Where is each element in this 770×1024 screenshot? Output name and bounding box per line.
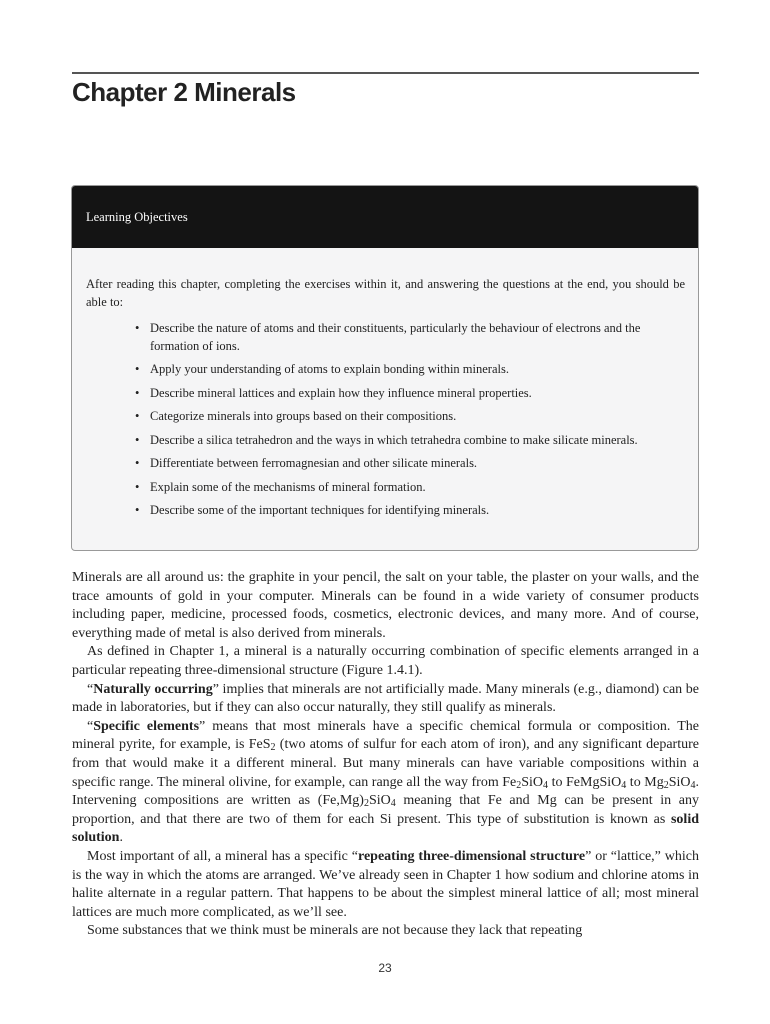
quote-open: “ xyxy=(87,718,94,734)
objective-item: • Differentiate between ferromagnesian and other silicate minerals. xyxy=(135,455,685,473)
paragraph-definition: As defined in Chapter 1, a mineral is a naturally occurring combination of specific elements arranged in a particular repeating three-dimensional structure (Figure 1.4.1). xyxy=(72,644,699,678)
term-naturally-occurring: Naturally occurring xyxy=(93,681,213,697)
paragraph-text: to Mg xyxy=(626,774,664,790)
subscript: 4 xyxy=(390,798,396,810)
term-specific-elements: Specific elements xyxy=(93,718,200,734)
term-repeating-structure: repeating three-dimensional structure xyxy=(358,848,586,864)
paragraph-text: . Intervening compositions are written as (Fe,Mg) xyxy=(72,774,699,809)
objective-item: • Explain some of the mechanisms of mineral formation. xyxy=(135,479,685,497)
body-text xyxy=(72,569,699,941)
learning-objectives-header xyxy=(72,186,698,248)
paragraph-repeating-structure xyxy=(72,848,699,922)
paragraph-naturally-occurring xyxy=(72,681,699,718)
paragraph-text: ” means that most minerals have a specific chemical formula or composition. The mineral pyrite, for example, is FeS xyxy=(72,718,699,753)
quote-open: “ xyxy=(87,681,94,697)
objective-item: • Describe the nature of atoms and their constituents, particularly the behaviour of electrons and the formation of ions. xyxy=(135,320,685,355)
subscript: 2 xyxy=(363,798,369,810)
objective-item: • Apply your understanding of atoms to explain bonding within minerals. xyxy=(135,361,685,379)
subscript: 4 xyxy=(621,779,627,791)
term-solid-solution: solid solution xyxy=(72,811,699,846)
learning-objectives-body xyxy=(72,248,698,520)
objective-item: • Categorize minerals into groups based on their compositions. xyxy=(135,408,685,426)
objective-item: • Describe mineral lattices and explain how they influence mineral properties. xyxy=(135,385,685,403)
subscript: 4 xyxy=(690,779,696,791)
paragraph-text: ” implies that minerals are not artificially made. Many minerals (e.g., diamond) can be made in laboratories, but if they can also occur naturally, they still qualify as minerals. xyxy=(72,681,700,716)
objective-item: • Describe some of the important techniques for identifying minerals. xyxy=(135,502,685,520)
subscript: 2 xyxy=(270,742,276,754)
chapter-title: Chapter 2 Minerals xyxy=(72,77,296,107)
paragraph-text: SiO xyxy=(521,774,544,790)
paragraph-minerals-around-us: Minerals are all around us: the graphite in your pencil, the salt on your table, the plaster on your walls, and the trace amounts of gold in your computer. Minerals can be found in a wide variety of consumer products including paper, medicine, processed foods, cosmetics, electronic devices, and many more. And of course, everything made of metal is also derived from minerals. xyxy=(72,570,699,641)
objective-item: • Describe a silica tetrahedron and the ways in which tetrahedra combine to make silicate minerals. xyxy=(135,432,685,450)
paragraph-text: SiO xyxy=(668,774,691,790)
objectives-intro: After reading this chapter, completing the exercises within it, and answering the questions at the end, you should be able to: xyxy=(86,277,685,309)
page-number: 23 xyxy=(378,961,392,975)
paragraph-text: meaning that Fe and Mg can be present in any proportion, and that there are two of them for each Si present. This type of substitution is known as xyxy=(72,793,699,827)
paragraph-some-substances: Some substances that we think must be minerals are not because they lack that repeating xyxy=(87,923,583,939)
objectives-list xyxy=(86,320,685,520)
subscript: 2 xyxy=(663,779,669,791)
title-rule xyxy=(72,72,699,74)
paragraph-text: to FeMgSiO xyxy=(548,774,622,790)
paragraph-text: ” or “lattice,” which is the way in which the atoms are arranged. We’ve already seen in Chapter 1 how sodium and chlorine atoms in halite alternate in a regular pattern. That happens to be about the simplest mineral lattice of all; most mineral lattices are much more complicated, as we’ll see. xyxy=(72,848,700,920)
paragraph-text: SiO xyxy=(368,793,391,809)
subscript: 2 xyxy=(516,779,522,791)
paragraph-text: Most important of all, a mineral has a specific “ xyxy=(87,848,358,864)
paragraph-text: . xyxy=(119,830,123,846)
learning-objectives-box xyxy=(71,185,699,551)
paragraph-specific-elements xyxy=(72,718,699,848)
subscript: 4 xyxy=(543,779,549,791)
paragraph-text: (two atoms of sulfur for each atom of iron), and any significant departure from that would make it a different mineral. But many minerals can have variable compositions within a specific range. The mineral olivine, for example, can range all the way from Fe xyxy=(72,737,699,790)
learning-objectives-heading: Learning Objectives xyxy=(86,209,188,224)
